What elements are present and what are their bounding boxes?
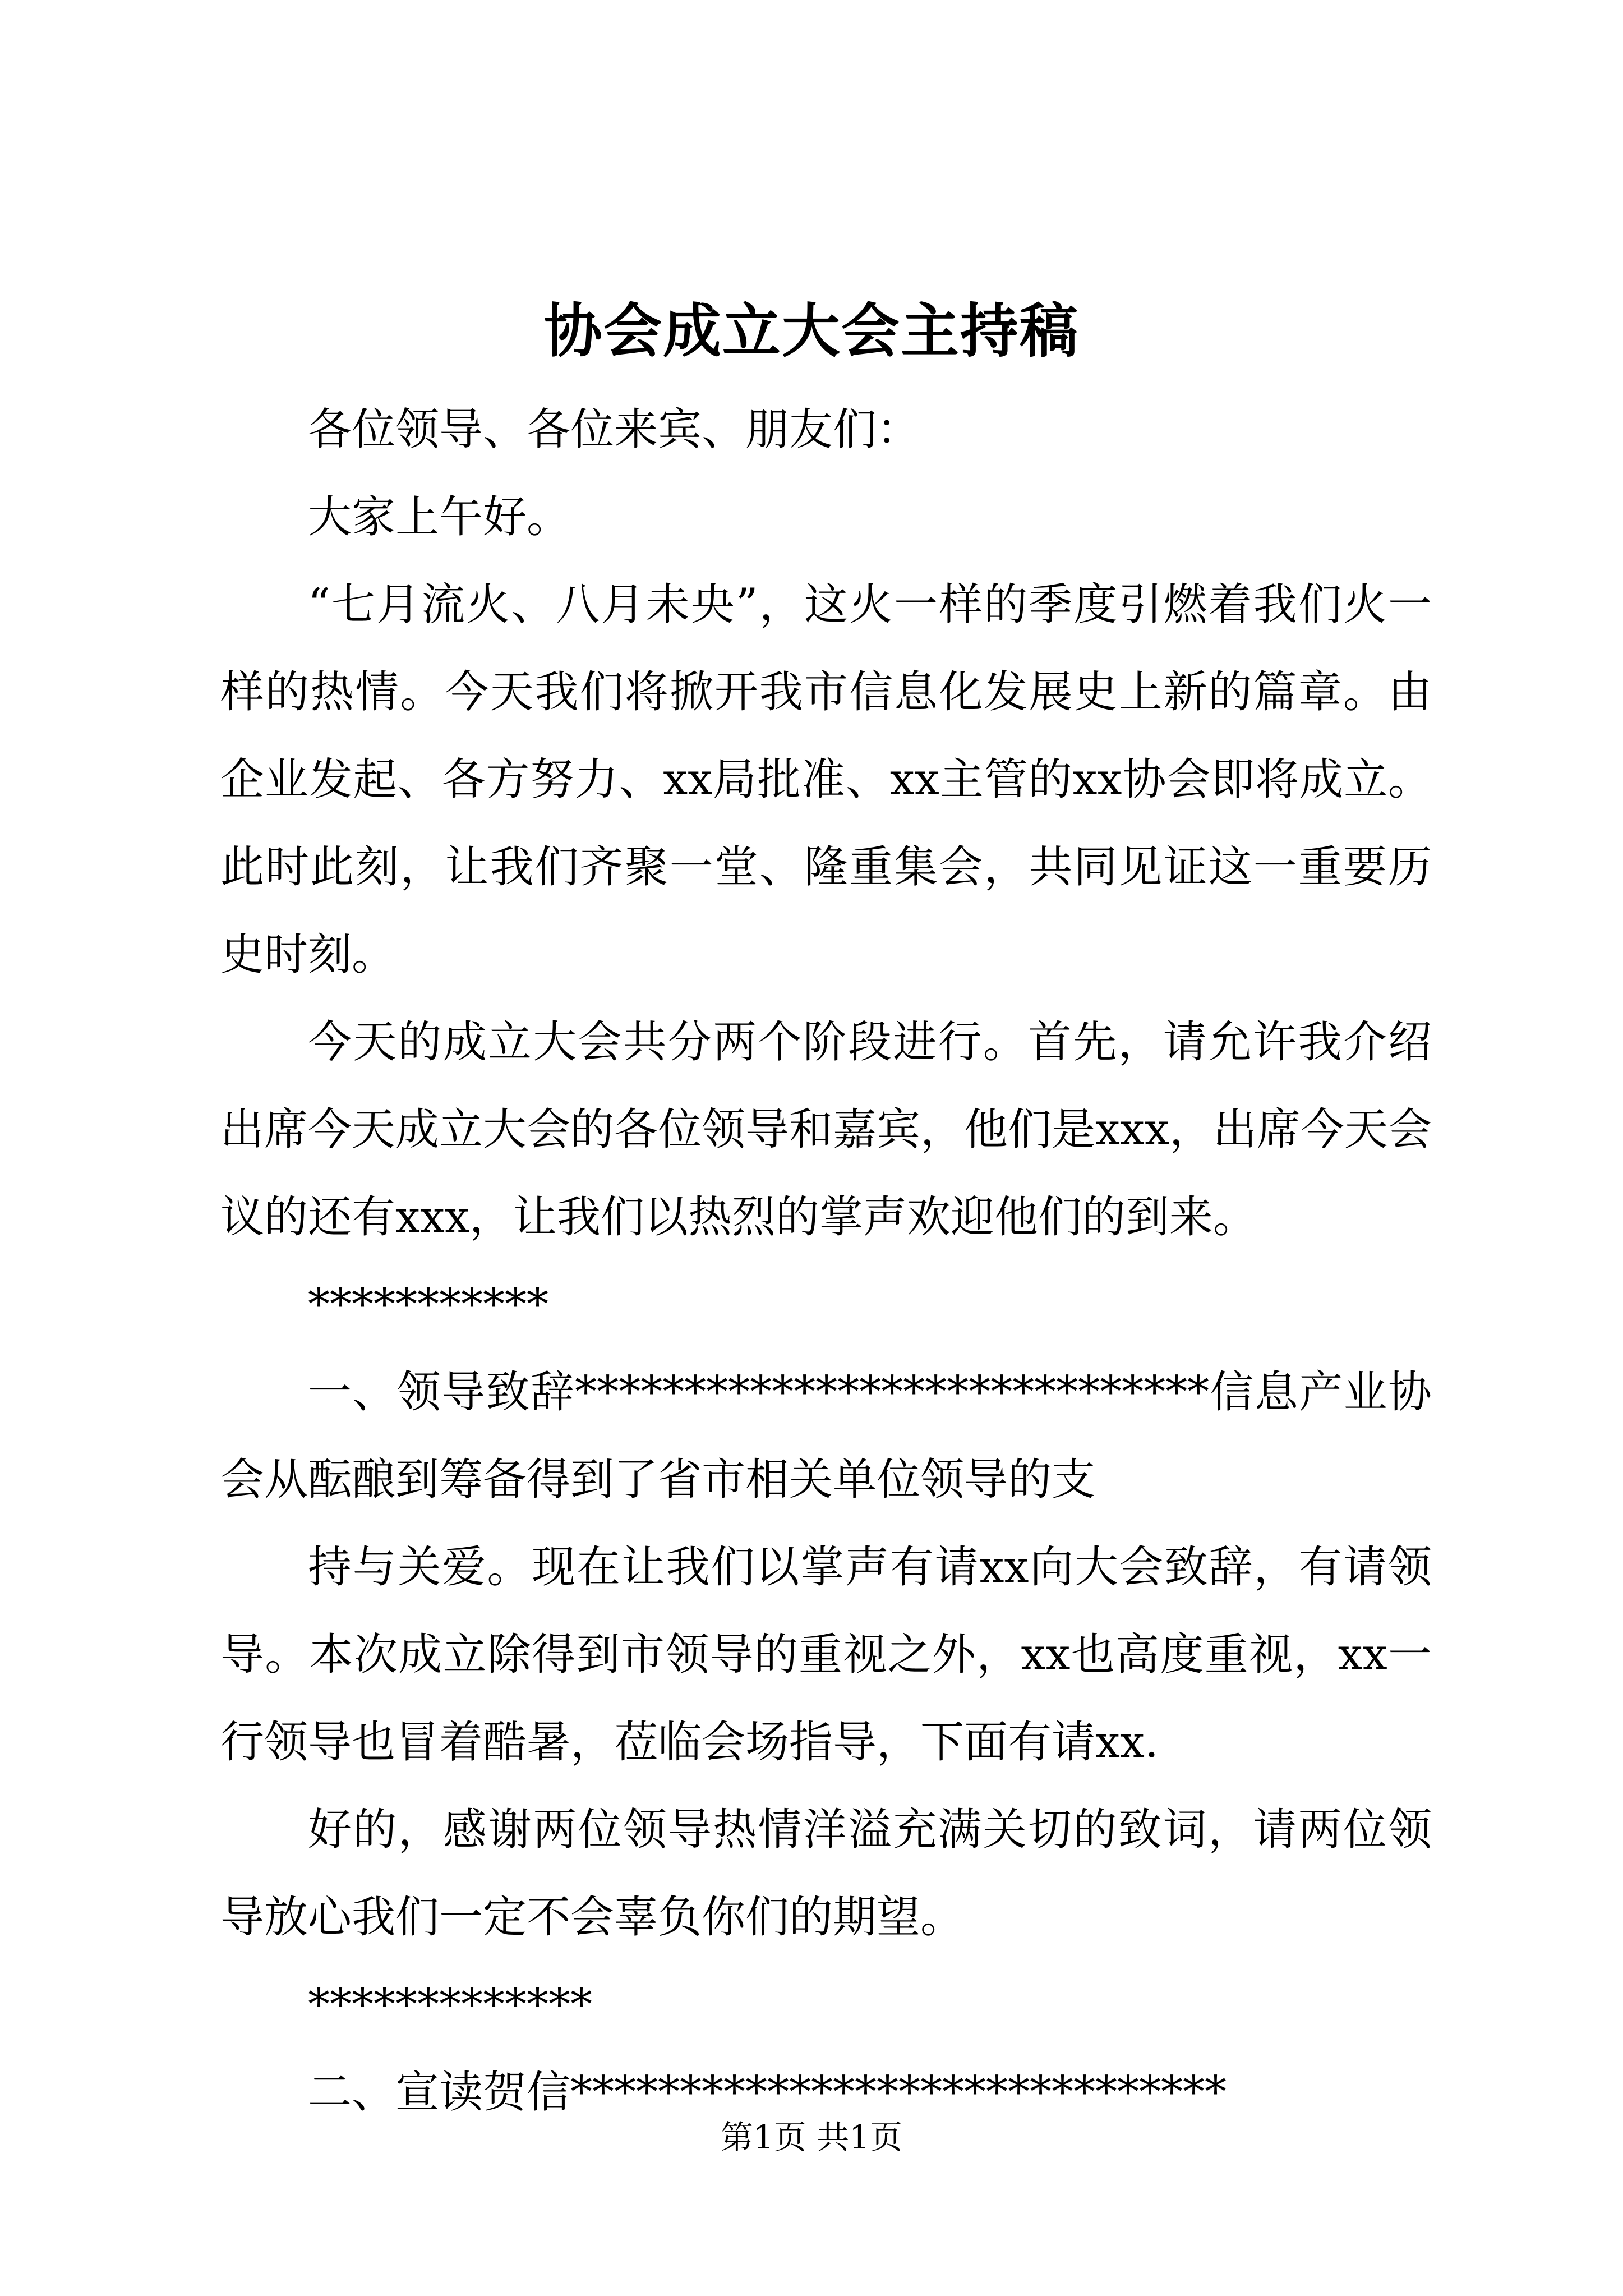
paragraph-section-2-heading: 二、宣读贺信****************************** xyxy=(308,2067,1227,2118)
paragraph-separator-1: *********** xyxy=(308,1280,548,1330)
document-title: 协会成立大会主持稿 xyxy=(543,296,1079,365)
document-body xyxy=(220,386,1432,2136)
paragraph-section-1-body: 持与关爱。现在让我们以掌声有请xx向大会致辞，有请领导。本次成立除得到市领导的重视之外，xx也高度重视，xx一行领导也冒着酷暑，莅临会场指导，下面有请xx. xyxy=(220,1542,1432,1768)
paragraph-greeting: 大家上午好。 xyxy=(308,492,571,542)
paragraph-separator-2: ************* xyxy=(308,1980,592,2030)
paragraph-introduction: 今天的成立大会共分两个阶段进行。首先，请允许我介绍出席今天成立大会的各位领导和嘉宾，他们是xxx，出席今天会议的还有xxx，让我们以热烈的掌声欢迎他们的到来。 xyxy=(220,1017,1432,1243)
paragraph-section-1-heading: 一、领导致辞*****************************信息产业协会从酝酿到筹备得到了省市相关单位领导的支 xyxy=(220,1367,1432,1505)
page-number-footer: 第1页 共1页 xyxy=(720,2118,903,2156)
paragraph-salutation: 各位领导、各位来宾、朋友们： xyxy=(308,404,921,455)
paragraph-thanks: 好的，感谢两位领导热情洋溢充满关切的致词，请两位领导放心我们一定不会辜负你们的期望。 xyxy=(220,1805,1432,1943)
paragraph-opening: “七月流火、八月未央”，这火一样的季度引燃着我们火一样的热情。今天我们将掀开我市信息化发展史上新的篇章。由企业发起、各方努力、xx局批准、xx主管的xx协会即将成立。此时此刻，让我们齐聚一堂、隆重集会，共同见证这一重要历史时刻。 xyxy=(220,579,1432,980)
